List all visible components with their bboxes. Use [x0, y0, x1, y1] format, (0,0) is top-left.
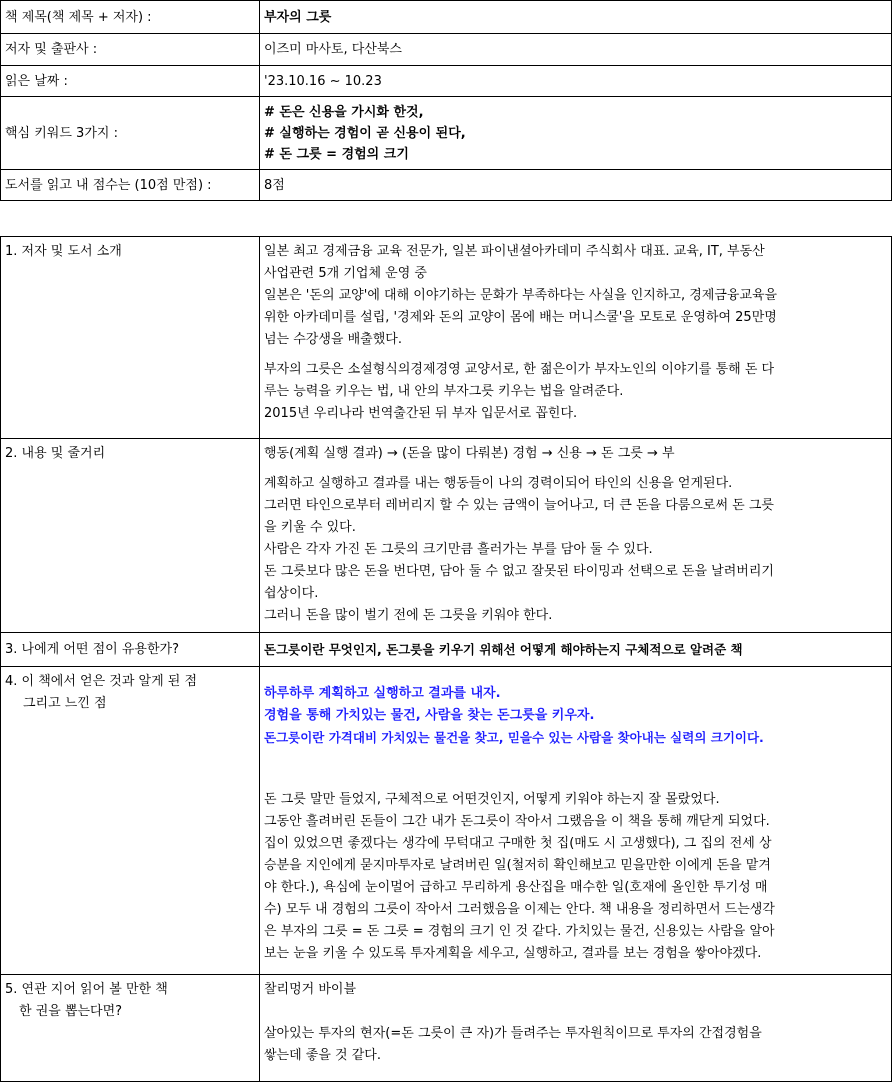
text-line: 승분을 지인에게 묻지마투자로 날려버린 일(철저히 확인해보고 믿을만한 이에게 돈을 맡겨: [264, 858, 771, 873]
author-value: 이즈미 마사토, 다산북스: [260, 34, 892, 66]
section-1-row: [1, 237, 892, 439]
text-line: 돈 그릇 말만 들었지, 구체적으로 어떤것인지, 어떻게 키워야 하는지 잘 몰랐었다.: [264, 792, 720, 807]
text-line: 루는 능력을 키우는 법, 내 안의 부자그릇 키우는 법을 알려준다.: [264, 384, 624, 399]
author-row: [1, 34, 892, 66]
section-2-label: 2. 내용 및 줄거리: [1, 439, 260, 633]
highlight-line: 경험을 통해 가치있는 물건, 사람을 찾는 돈그릇을 키우자.: [264, 708, 595, 723]
section-4-label: [1, 667, 260, 975]
highlight-line: 하루하루 계획하고 실행하고 결과를 내자.: [264, 686, 501, 701]
text-line: 집이 있었으면 좋겠다는 생각에 무턱대고 구매한 첫 집(매도 시 고생했다), 그 집의 전세 상: [264, 836, 772, 851]
section-4-row: [1, 667, 892, 975]
text-line: 넘는 수강생을 배출했다.: [264, 332, 402, 347]
text-line: 은 부자의 그릇 = 돈 그릇 = 경험의 크기 인 것 같다. 가치있는 물건, 신용있는 사람을 알아: [264, 924, 775, 939]
keyword-item: # 돈 그릇 = 경험의 크기: [264, 147, 409, 162]
author-label: 저자 및 출판사 :: [1, 34, 260, 66]
text-line: 쌓는데 좋을 것 같다.: [264, 1048, 381, 1063]
date-value: '23.10.16 ~ 10.23: [260, 66, 892, 97]
title-value: 부자의 그릇: [260, 1, 892, 34]
keyword-item: # 돈은 신용을 가시화 한것,: [264, 105, 424, 120]
text-line: 야 한다.), 욕심에 눈이멀어 급하고 무리하게 용산집을 매수한 일(호재에 올인한 투기성 매: [264, 880, 768, 895]
section-4-label-line: 4. 이 책에서 얻은 것과 알게 된 점: [5, 674, 198, 689]
section-4-label-line: 그리고 느낀 점: [23, 696, 107, 711]
section-5-content: [260, 975, 892, 1082]
text-line: 위한 아카데미를 설립, '경제와 돈의 교양이 몸에 배는 머니스쿨'을 모토로 운영하여 25만명: [264, 310, 777, 325]
section-2-content: [260, 439, 892, 633]
section-5-label: [1, 975, 260, 1082]
book-info-table: [0, 0, 892, 201]
keywords-value: [260, 97, 892, 170]
book-title: 찰리멍거 바이블: [264, 982, 357, 997]
text-line: 사람은 각자 가진 돈 그릇의 크기만큼 흘러가는 부를 담아 둘 수 있다.: [264, 542, 653, 557]
section-1-label: 1. 저자 및 도서 소개: [1, 237, 260, 439]
section-1-content: [260, 237, 892, 439]
highlight-line: 돈그릇이란 가격대비 가치있는 물건을 찾고, 믿을수 있는 사람을 찾아내는 실력의 크기이다.: [264, 730, 764, 745]
text-line: 을 키울 수 있다.: [264, 520, 356, 535]
text-line: 일본은 '돈의 교양'에 대해 이야기하는 문화가 부족하다는 사실을 인지하고, 경제금융교육을: [264, 288, 778, 303]
section-5-row: [1, 975, 892, 1082]
date-label: 읽은 날짜 :: [1, 66, 260, 97]
text-line: 돈 그릇보다 많은 돈을 번다면, 담아 둘 수 없고 잘못된 타이밍과 선택으로 돈을 날려버리기: [264, 564, 774, 579]
section-2-row: [1, 439, 892, 633]
book-review-table: [0, 236, 892, 1082]
text-line: 계획하고 실행하고 결과를 내는 행동들이 나의 경력이되어 타인의 신용을 얻게된다.: [264, 476, 733, 491]
text-line: 부자의 그릇은 소설형식의경제경영 교양서로, 한 젊은이가 부자노인의 이야기를 통해 돈 다: [264, 362, 775, 377]
keywords-row: [1, 97, 892, 170]
text-line: 쉽상이다.: [264, 586, 319, 601]
keywords-label: 핵심 키워드 3가지 :: [1, 97, 260, 170]
text-line: 그러니 돈을 많이 벌기 전에 돈 그릇을 키워야 한다.: [264, 608, 553, 623]
text-line: 살아있는 투자의 현자(=돈 그릇이 큰 자)가 들려주는 투자원칙이므로 투자의 간접경험을: [264, 1026, 762, 1041]
score-value: 8점: [260, 170, 892, 201]
title-label: 책 제목(책 제목 + 저자) :: [1, 1, 260, 34]
section-3-value: 돈그릇이란 무엇인지, 돈그릇을 키우기 위해선 어떻게 해야하는지 구체적으로 알려준 책: [260, 633, 892, 667]
text-line: 보는 눈을 키울 수 있도록 투자계획을 세우고, 실행하고, 결과를 보는 경험을 쌓아야겠다.: [264, 946, 762, 961]
text-line: 그동안 흘려버린 돈들이 그간 내가 돈그릇이 작아서 그랬음을 이 책을 통해 깨닫게 되었다.: [264, 814, 770, 829]
keyword-item: # 실행하는 경험이 곧 신용이 된다,: [264, 126, 466, 141]
score-row: [1, 170, 892, 201]
section-4-content: [260, 667, 892, 975]
flow-line: 행동(계획 실행 결과) → (돈을 많이 다뤄본) 경험 → 신용 → 돈 그릇 → 부: [264, 446, 675, 461]
text-line: 2015년 우리나라 번역출간된 뒤 부자 입문서로 꼽힌다.: [264, 406, 578, 421]
date-row: [1, 66, 892, 97]
text-line: 그러면 타인으로부터 레버리지 할 수 있는 금액이 늘어나고, 더 큰 돈을 다룸으로써 돈 그릇: [264, 498, 774, 513]
section-5-label-line: 한 권을 뽑는다면?: [19, 1004, 123, 1019]
title-row: [1, 1, 892, 34]
score-label: 도서를 읽고 내 점수는 (10점 만점) :: [1, 170, 260, 201]
section-5-label-line: 5. 연관 지어 읽어 볼 만한 책: [5, 982, 168, 997]
section-3-row: [1, 633, 892, 667]
text-line: 일본 최고 경제금융 교육 전문가, 일본 파이낸셜아카데미 주식회사 대표. 교육, IT, 부동산: [264, 244, 765, 259]
text-line: 수) 모두 내 경험의 그릇이 작아서 그러했음을 이제는 안다. 책 내용을 정리하면서 드는생각: [264, 902, 775, 917]
text-line: 사업관련 5개 기업체 운영 중: [264, 266, 427, 281]
section-3-label: 3. 나에게 어떤 점이 유용한가?: [1, 633, 260, 667]
